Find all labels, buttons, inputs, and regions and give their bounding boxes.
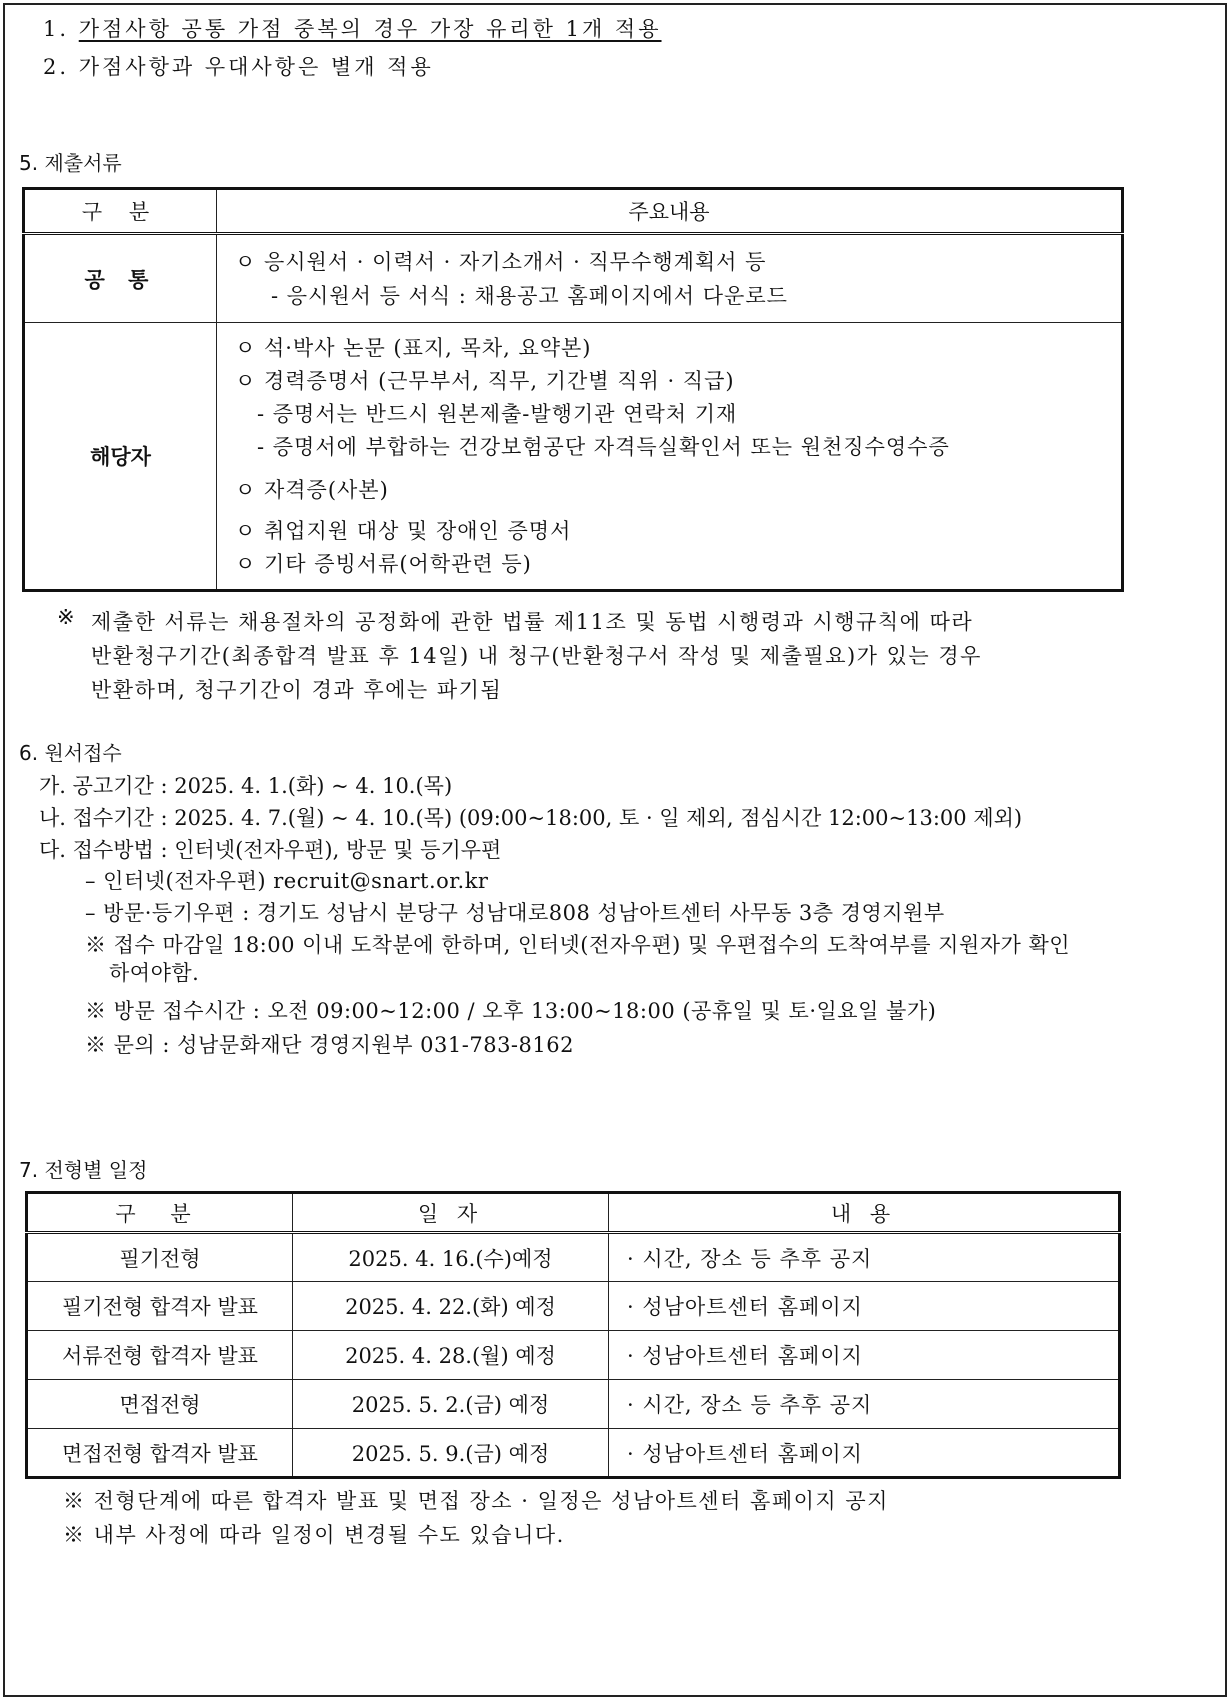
documents-line: ㅇ 경력증명서 (근무부서, 직무, 기간별 직위 · 직급): [235, 368, 735, 393]
application-sub-item: – 인터넷(전자우편) recruit@snart.or.kr: [85, 869, 489, 893]
documents-line: ㅇ 기타 증빙서류(어학관련 등): [235, 551, 532, 576]
documents-row-common: [24, 234, 1123, 323]
documents-line: - 응시원서 등 서식 : 채용공고 홈페이지에서 다운로드: [271, 283, 788, 308]
application-item: 나. 접수기간 : 2025. 4. 7.(월) ~ 4. 10.(목) (09:00~18:00, 토 · 일 제외, 점심시간 12:00~13:00 제외): [39, 806, 1023, 830]
documents-line: - 증명서는 반드시 원본제출-발행기관 연락처 기재: [257, 401, 738, 426]
documents-note: [91, 605, 982, 707]
documents-row-category: 공 통: [24, 234, 217, 323]
schedule-table: [25, 1191, 1121, 1479]
schedule-row: [27, 1331, 1120, 1380]
schedule-row: [27, 1429, 1120, 1478]
schedule-row: [27, 1282, 1120, 1331]
documents-line: - 증명서에 부합하는 건강보험공단 자격득실확인서 또는 원천징수영수증: [257, 434, 950, 459]
application-sub-items: [85, 865, 945, 929]
schedule-header-content: 내 용: [609, 1193, 1120, 1233]
documents-table-header: [24, 189, 1123, 234]
schedule-row: [27, 1233, 1120, 1282]
schedule-content: · 시간, 장소 등 추후 공지: [609, 1380, 1120, 1429]
documents-note-line: 반환하며, 청구기간이 경과 후에는 파기됨: [91, 678, 503, 702]
application-item: 가. 공고기간 : 2025. 4. 1.(화) ~ 4. 10.(목): [39, 774, 453, 798]
schedule-content: · 성남아트센터 홈페이지: [609, 1429, 1120, 1478]
schedule-date: 2025. 5. 9.(금) 예정: [293, 1429, 609, 1478]
documents-line: ㅇ 석·박사 논문 (표지, 목차, 요약본): [235, 335, 592, 360]
section-5-heading: 5. 제출서류: [19, 151, 122, 175]
documents-note-line: 반환청구기간(최종합격 발표 후 14일) 내 청구(반환청구서 작성 및 제출필요)가 있는 경우: [91, 644, 982, 668]
documents-row-content: [217, 234, 1123, 323]
schedule-table-header: [27, 1193, 1120, 1233]
application-note: ※ 문의 : 성남문화재단 경영지원부 031-783-8162: [85, 1033, 574, 1057]
documents-header-content: 주요내용: [217, 189, 1123, 234]
schedule-stage: 면접전형: [27, 1380, 293, 1429]
section-6-heading: 6. 원서접수: [19, 741, 122, 765]
schedule-header-stage: 구 분: [27, 1193, 293, 1233]
schedule-note: ※ 전형단계에 따른 합격자 발표 및 면접 장소 · 일정은 성남아트센터 홈페이지 공지: [63, 1489, 889, 1513]
documents-line: ㅇ 응시원서 · 이력서 · 자기소개서 · 직무수행계획서 등: [235, 249, 767, 274]
application-note: ※ 방문 접수시간 : 오전 09:00~12:00 / 오후 13:00~18:00 (공휴일 및 토·일요일 불가): [85, 999, 937, 1023]
documents-table: [22, 187, 1124, 592]
bonus-item-2: 2. 가점사항과 우대사항은 별개 적용: [43, 55, 434, 79]
application-note: ※ 접수 마감일 18:00 이내 도착분에 한하며, 인터넷(전자우편) 및 우편접수의 도착여부를 지원자가 확인: [85, 933, 1071, 957]
schedule-stage: 서류전형 합격자 발표: [27, 1331, 293, 1380]
schedule-date: 2025. 5. 2.(금) 예정: [293, 1380, 609, 1429]
bonus-item-1: [43, 13, 662, 43]
documents-row-applicable: [24, 323, 1123, 591]
documents-line: ㅇ 취업지원 대상 및 장애인 증명서: [235, 518, 572, 543]
section-7-heading: 7. 전형별 일정: [19, 1158, 148, 1182]
application-items: [39, 770, 1022, 866]
schedule-content: · 성남아트센터 홈페이지: [609, 1282, 1120, 1331]
application-sub-item: – 방문·등기우편 : 경기도 성남시 분당구 성남대로808 성남아트센터 사무동 3층 경영지원부: [85, 901, 945, 925]
documents-row-category: 해당자: [24, 323, 217, 591]
application-notes: [85, 931, 1070, 1059]
schedule-stage: 필기전형: [27, 1233, 293, 1282]
schedule-notes: [63, 1484, 889, 1552]
schedule-content: · 성남아트센터 홈페이지: [609, 1331, 1120, 1380]
schedule-date: 2025. 4. 22.(화) 예정: [293, 1282, 609, 1331]
schedule-row: [27, 1380, 1120, 1429]
documents-note-line: 제출한 서류는 채용절차의 공정화에 관한 법률 제11조 및 동법 시행령과 시행규칙에 따라: [91, 610, 974, 634]
schedule-header-date: 일 자: [293, 1193, 609, 1233]
bonus-item-1-number: 1.: [43, 17, 70, 41]
schedule-note: ※ 내부 사정에 따라 일정이 변경될 수도 있습니다.: [63, 1523, 565, 1547]
bonus-item-1-text: 가점사항 공통 가점 중복의 경우 가장 유리한 1개 적용: [78, 17, 662, 41]
schedule-date: 2025. 4. 28.(월) 예정: [293, 1331, 609, 1380]
schedule-stage: 필기전형 합격자 발표: [27, 1282, 293, 1331]
application-item: 다. 접수방법 : 인터넷(전자우편), 방문 및 등기우편: [39, 838, 502, 862]
documents-row-content: [217, 323, 1123, 591]
documents-line: ㅇ 자격증(사본): [235, 477, 389, 502]
schedule-content: · 시간, 장소 등 추후 공지: [609, 1233, 1120, 1282]
documents-header-category: 구 분: [24, 189, 217, 234]
document-page: [3, 3, 1227, 1697]
documents-note-mark: ※: [57, 605, 75, 629]
schedule-stage: 면접전형 합격자 발표: [27, 1429, 293, 1478]
application-note: 하여야함.: [109, 961, 200, 985]
schedule-date: 2025. 4. 16.(수)예정: [293, 1233, 609, 1282]
